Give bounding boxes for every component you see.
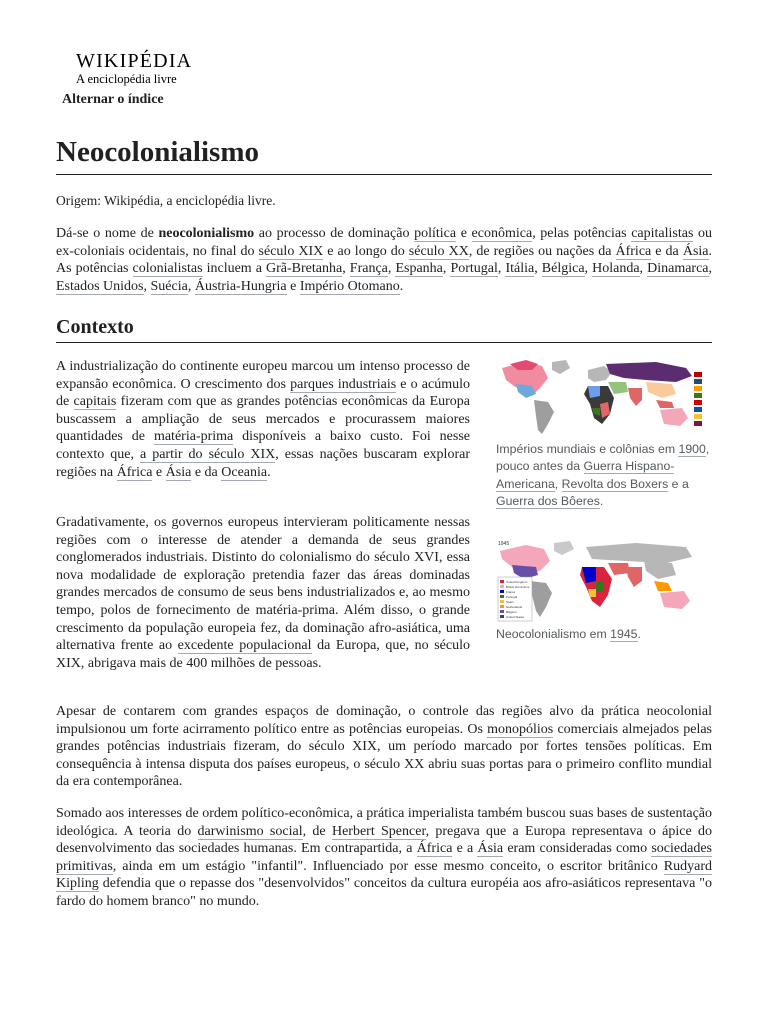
link-imperio-otomano[interactable]: Império Otomano: [299, 278, 400, 294]
link-africa[interactable]: África: [615, 243, 652, 259]
figure-2-caption: Neocolonialismo em 1945.: [496, 627, 641, 641]
link-seculo-xix[interactable]: século XIX: [258, 243, 324, 259]
link-guerra-hispano-americana[interactable]: Guerra Hispano-Americana: [496, 459, 675, 491]
legend-item: France: [506, 590, 516, 594]
link-franca[interactable]: França: [349, 261, 388, 277]
link-austria-hungria[interactable]: Áustria-Hungria: [194, 278, 287, 294]
legend-item: Belgium: [506, 610, 517, 614]
link-colonialistas[interactable]: colonialistas: [132, 261, 203, 277]
link-portugal[interactable]: Portugal: [450, 261, 498, 277]
wikipedia-tagline: A enciclopédia livre: [76, 72, 177, 86]
legend-item: United States: [506, 615, 525, 619]
link-1900[interactable]: 1900: [678, 442, 706, 456]
link-oceania[interactable]: Oceania: [221, 464, 268, 480]
paragraph-2: Gradativamente, os governos europeus intervieram politicamente nessas regiões com o interesse de atender a demanda de seus grandes conglomerados industriais. Distinto do colonialismo do século XVI, essa nova modalidade de exploração pretendia fazer das áreas dominadas grandes mercados de consumo de seus bens industrializados e, ao mesmo tempo, polos de fornecimento de matéria-prima. Além disso, o grande crescimento da população europeia fez, da dominação afro-asiática, uma alternativa frente ao excedente populacional da Europa, que, no século XIX, abrigava mais de 400 milhões de pessoas.: [56, 515, 470, 671]
figure-1-caption: Impérios mundiais e colônias em 1900, pouco antes da Guerra Hispano-Americana, Revolta dos Boxers e a Guerra dos Bôeres.: [496, 442, 710, 509]
link-darwinismo-social[interactable]: darwinismo social: [197, 823, 303, 839]
link-asia[interactable]: Ásia: [165, 464, 192, 480]
term-bold: neocolonialismo: [158, 226, 255, 241]
intro-paragraph: Dá-se o nome de neocolonialismo ao processo de dominação política e econômica, pelas potências capitalistas ou ex-coloniais ocidentais, no final do século XIX e ao longo do século XX, de regiões ou nações da África e da Ásia. As potências colonialistas incluem a Grã-Bretanha, França, Espanha, Portugal, Itália, Bélgica, Holanda, Dinamarca, Estados Unidos, Suécia, Áustria-Hungria e Império Otomano.: [56, 226, 713, 294]
link-herbert-spencer[interactable]: Herbert Spencer: [331, 823, 426, 839]
link-africa[interactable]: África: [116, 464, 153, 480]
link-estados-unidos[interactable]: Estados Unidos: [56, 278, 144, 294]
link-materia-prima[interactable]: matéria-prima: [153, 429, 234, 445]
link-dinamarca[interactable]: Dinamarca: [647, 261, 709, 277]
link-rudyard-kipling[interactable]: Rudyard Kipling: [56, 858, 712, 892]
link-seculo-xx[interactable]: século XX: [408, 243, 469, 259]
link-politica[interactable]: política: [414, 226, 457, 241]
link-suecia[interactable]: Suécia: [150, 278, 188, 294]
wikipedia-wordmark: WIKIPÉDIA: [76, 50, 193, 72]
link-italia[interactable]: Itália: [505, 261, 535, 277]
link-monopolios[interactable]: monopólios: [487, 721, 554, 737]
link-revolta-dos-boxers[interactable]: Revolta dos Boxers: [561, 476, 669, 491]
figure-neocolonialism-1945: [496, 537, 712, 643]
link-holanda[interactable]: Holanda: [592, 261, 640, 277]
legend-item: Portugal: [506, 595, 518, 599]
legend-item: British Dominions: [506, 585, 530, 589]
map-year-label: 1945: [498, 541, 510, 547]
link-belgica[interactable]: Bélgica: [541, 261, 585, 277]
paragraph-1: A industrialização do continente europeu marcou um intenso processo de expansão econômica. O crescimento dos parques industriais e o acúmulo de capitais fizeram com que as grandes potências econômicas da Europa buscassem a ampliação de seus mercados e procurassem maiores quantidades de matéria-prima disponíveis a baixo custo. Foi nesse contexto que, a partir do século XIX, essas nações buscaram explorar regiões na África e Ásia e da Oceania.: [56, 359, 471, 480]
link-asia[interactable]: Ásia: [477, 841, 504, 857]
legend-item: United Kingdom: [506, 580, 528, 584]
wikipedia-logo[interactable]: [76, 50, 192, 86]
map-1945-image[interactable]: [496, 537, 712, 623]
page-title: Neocolonialismo: [56, 133, 712, 175]
link-espanha[interactable]: Espanha: [395, 261, 443, 277]
paragraph-3: Apesar de contarem com grandes espaços de dominação, o controle das regiões alvo da prática neocolonial impulsionou um forte acirramento político entre as potências europeias. Os monopólios comerciais almejados pelas grandes potências industriais fizeram, do século XIX, um período marcado por fortes tensões políticas. Em consequência à intensa disputa dos países europeus, o século XX abriu suas portas para o primeiro conflito mundial da era contemporânea.: [56, 704, 712, 790]
link-parques-industriais[interactable]: parques industriais: [290, 376, 397, 392]
link-partir-seculo-xix[interactable]: a partir do século XIX: [139, 446, 276, 462]
link-1945[interactable]: 1945: [610, 627, 638, 641]
section-heading-contexto: Contexto: [56, 314, 712, 343]
map-1900-image[interactable]: [496, 358, 712, 438]
legend-item: Spain: [506, 600, 514, 604]
link-sociedades-primitivas[interactable]: sociedades primitivas: [56, 841, 712, 874]
legend-item: Netherlands: [506, 605, 523, 609]
link-excedente-populacional[interactable]: excedente populacional: [177, 638, 312, 654]
link-capitalistas[interactable]: capitalistas: [631, 226, 694, 241]
link-economica[interactable]: econômica: [471, 226, 533, 241]
link-gra-bretanha[interactable]: Grã-Bretanha: [266, 261, 343, 277]
figure-empires-1900: [496, 358, 712, 511]
link-asia[interactable]: Ásia: [682, 243, 709, 259]
toc-toggle-button[interactable]: Alternar o índice: [62, 92, 164, 107]
paragraph-4: Somado aos interesses de ordem político-econômica, a prática imperialista também buscou suas bases de sustentação ideológica. A teoria do darwinismo social, de Herbert Spencer, pregava que a Europa representava o ápice do desenvolvimento das sociedades humanas. Em contrapartida, a África e a Ásia eram consideradas como sociedades primitivas, ainda em um estágio "infantil". Influenciado por esse mesmo conceito, o escritor britânico Rudyard Kipling defendia que o repasse dos "desenvolvidos" conceitos da cultura européia aos afro-asiáticos representava "o fardo do homem branco" no mundo.: [56, 806, 713, 909]
origin-note: Origem: Wikipédia, a enciclopédia livre.: [56, 193, 276, 208]
link-africa[interactable]: África: [416, 841, 453, 857]
link-capitais[interactable]: capitais: [73, 394, 117, 410]
link-guerra-dos-boeres[interactable]: Guerra dos Bôeres: [496, 494, 600, 509]
